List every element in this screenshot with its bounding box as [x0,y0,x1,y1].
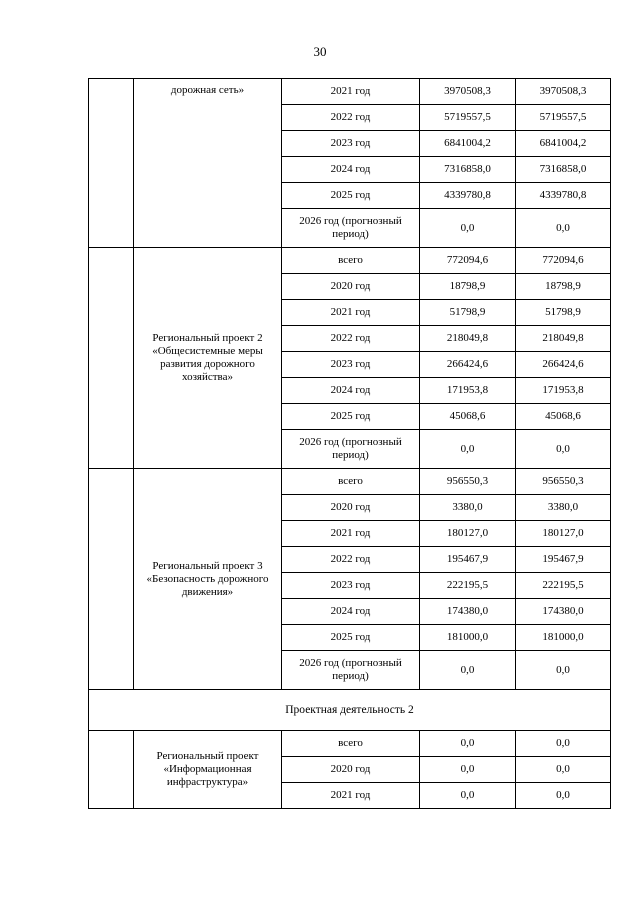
table-row [89,248,611,274]
value-cell-2: 45068,6 [516,404,611,430]
value-cell-1: 181000,0 [420,625,516,651]
value-cell-1: 3380,0 [420,495,516,521]
year-cell: 2026 год (прогнозный период) [282,430,420,469]
year-cell: 2025 год [282,625,420,651]
value-cell-2: 6841004,2 [516,131,611,157]
value-cell-1: 0,0 [420,757,516,783]
value-cell-1: 7316858,0 [420,157,516,183]
project-name-cell: дорожная сеть» [134,79,282,248]
table-row [89,469,611,495]
budget-table [88,78,611,809]
table-row [89,731,611,757]
value-cell-2: 7316858,0 [516,157,611,183]
value-cell-1: 18798,9 [420,274,516,300]
value-cell-2: 195467,9 [516,547,611,573]
value-cell-1: 956550,3 [420,469,516,495]
value-cell-2: 3970508,3 [516,79,611,105]
year-cell: 2022 год [282,326,420,352]
year-cell: 2020 год [282,757,420,783]
year-cell: 2026 год (прогнозный период) [282,209,420,248]
value-cell-1: 0,0 [420,731,516,757]
year-cell: 2022 год [282,547,420,573]
value-cell-2: 0,0 [516,783,611,809]
value-cell-1: 0,0 [420,651,516,690]
value-cell-2: 180127,0 [516,521,611,547]
budget-table-body [89,79,611,809]
value-cell-2: 0,0 [516,757,611,783]
value-cell-1: 51798,9 [420,300,516,326]
year-cell: всего [282,469,420,495]
value-cell-1: 45068,6 [420,404,516,430]
row-number-cell [89,731,134,809]
value-cell-1: 0,0 [420,209,516,248]
value-cell-2: 18798,9 [516,274,611,300]
value-cell-1: 174380,0 [420,599,516,625]
year-cell: 2025 год [282,404,420,430]
year-cell: 2021 год [282,783,420,809]
value-cell-1: 222195,5 [420,573,516,599]
year-cell: всего [282,731,420,757]
year-cell: 2021 год [282,79,420,105]
year-cell: 2020 год [282,495,420,521]
year-cell: 2023 год [282,131,420,157]
project-name-cell: Региональный проект 3 «Безопасность дорожного движения» [134,469,282,690]
row-number-cell [89,248,134,469]
value-cell-2: 3380,0 [516,495,611,521]
value-cell-2: 0,0 [516,651,611,690]
value-cell-1: 5719557,5 [420,105,516,131]
value-cell-1: 171953,8 [420,378,516,404]
year-cell: 2023 год [282,352,420,378]
value-cell-2: 266424,6 [516,352,611,378]
value-cell-2: 51798,9 [516,300,611,326]
value-cell-1: 6841004,2 [420,131,516,157]
value-cell-1: 195467,9 [420,547,516,573]
year-cell: всего [282,248,420,274]
value-cell-1: 3970508,3 [420,79,516,105]
year-cell: 2023 год [282,573,420,599]
year-cell: 2025 год [282,183,420,209]
value-cell-1: 772094,6 [420,248,516,274]
project-name-cell: Региональный проект 2 «Общесистемные меры развития дорожного хозяйства» [134,248,282,469]
project-name-cell: Региональный проект «Информационная инфраструктура» [134,731,282,809]
value-cell-2: 174380,0 [516,599,611,625]
year-cell: 2021 год [282,521,420,547]
value-cell-2: 218049,8 [516,326,611,352]
year-cell: 2021 год [282,300,420,326]
section-row [89,690,611,731]
year-cell: 2022 год [282,105,420,131]
year-cell: 2024 год [282,378,420,404]
value-cell-2: 4339780,8 [516,183,611,209]
value-cell-1: 0,0 [420,430,516,469]
row-number-cell [89,79,134,248]
row-number-cell [89,469,134,690]
year-cell: 2024 год [282,157,420,183]
value-cell-1: 266424,6 [420,352,516,378]
value-cell-2: 5719557,5 [516,105,611,131]
value-cell-2: 0,0 [516,209,611,248]
year-cell: 2026 год (прогнозный период) [282,651,420,690]
year-cell: 2020 год [282,274,420,300]
value-cell-1: 4339780,8 [420,183,516,209]
value-cell-1: 0,0 [420,783,516,809]
year-cell: 2024 год [282,599,420,625]
table-row [89,79,611,105]
value-cell-2: 171953,8 [516,378,611,404]
value-cell-2: 0,0 [516,731,611,757]
value-cell-2: 181000,0 [516,625,611,651]
value-cell-2: 772094,6 [516,248,611,274]
page-number: 30 [313,44,327,59]
value-cell-1: 218049,8 [420,326,516,352]
value-cell-2: 222195,5 [516,573,611,599]
value-cell-1: 180127,0 [420,521,516,547]
value-cell-2: 956550,3 [516,469,611,495]
section-heading: Проектная деятельность 2 [89,690,611,731]
value-cell-2: 0,0 [516,430,611,469]
